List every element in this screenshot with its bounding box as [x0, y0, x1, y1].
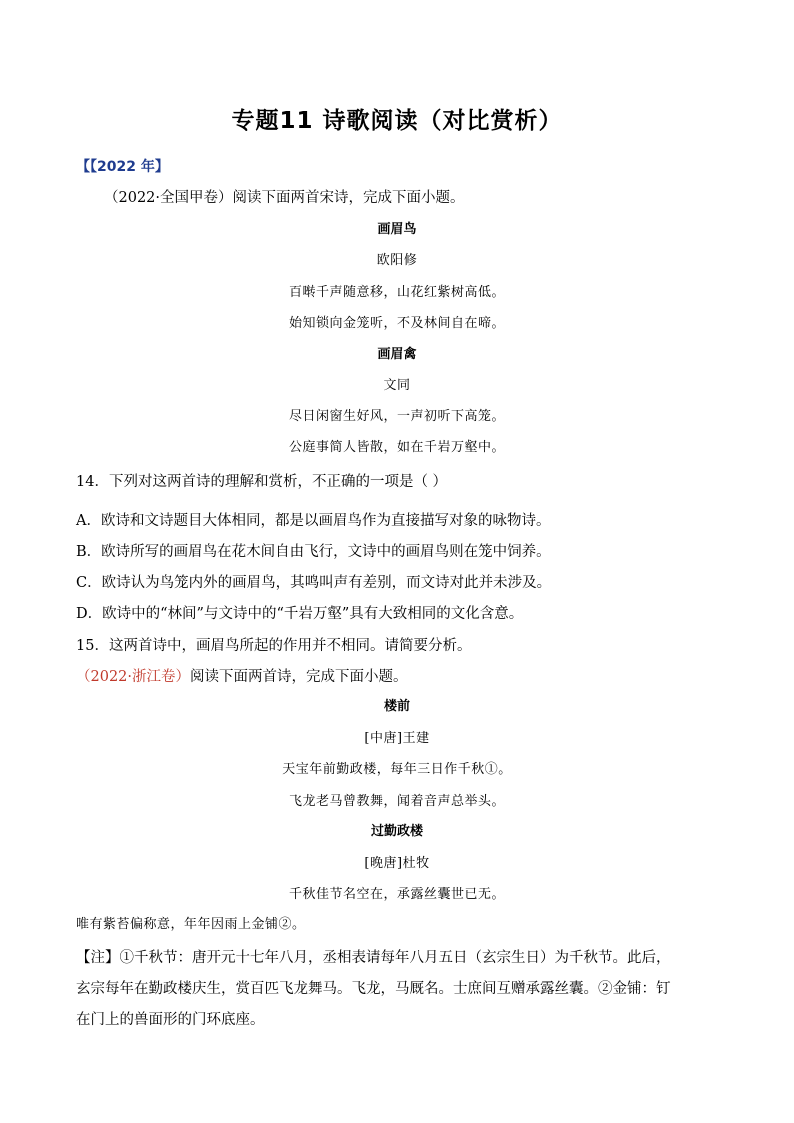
poem2-line: 尽日闲窗生好风，一声初听下高笼。: [288, 409, 505, 424]
poem3-author: [中唐]王建: [364, 731, 430, 746]
note-line: 玄宗每年在勤政楼庆生，赏百匹飞龙舞马。飞龙，马厩名。士庶间互赠承露丝囊。②金铺：钉: [76, 981, 671, 997]
section2-intro: 阅读下面两首诗，完成下面小题。: [190, 669, 408, 685]
poem2-author: 文同: [383, 378, 411, 393]
poem4-line: 唯有紫苔偏称意，年年因雨上金铺②。: [76, 917, 306, 932]
note-line: 在门上的兽面形的门环底座。: [76, 1012, 265, 1028]
option-c: C．欧诗认为鸟笼内外的画眉鸟，其鸣叫声有差别，而文诗对此并未涉及。: [76, 575, 552, 591]
poem4-author: [晚唐]杜牧: [364, 856, 430, 871]
year-heading: 【【2022 年】: [76, 159, 169, 175]
poem2-title: 画眉禽: [377, 347, 417, 362]
poem4-line: 千秋佳节名空在，承露丝囊世已无。: [288, 887, 505, 902]
section2-intro-line: [76, 665, 408, 686]
section2-source: （2022·浙江卷）: [76, 669, 191, 685]
poem1-line: 百啭千声随意移，山花红紫树高低。: [288, 285, 505, 300]
poem3-line: 飞龙老马曾教舞，闻着音声总举头。: [288, 794, 505, 809]
poem2-line: 公庭事简人皆散，如在千岩万壑中。: [288, 440, 505, 455]
poem1-line: 始知锁向金笼听，不及林间自在啼。: [288, 316, 505, 331]
poem1-title: 画眉鸟: [377, 222, 417, 237]
option-b: B．欧诗所写的画眉鸟在花木间自由飞行，文诗中的画眉鸟则在笼中饲养。: [76, 544, 551, 560]
question-14: 14．下列对这两首诗的理解和赏析，不正确的一项是（ ）: [76, 474, 448, 490]
poem1-author: 欧阳修: [376, 253, 418, 268]
note-line: 【注】①千秋节：唐开元十七年八月，丞相表请每年八月五日（玄宗生日）为千秋节。此后，: [76, 950, 671, 966]
poem4-title: 过勤政楼: [370, 824, 423, 839]
option-d: D．欧诗中的“林间”与文诗中的“千岩万壑”具有大致相同的文化含意。: [76, 606, 524, 622]
poem3-line: 天宝年前勤政楼，每年三日作千秋①。: [282, 762, 512, 777]
question-15: 15．这两首诗中，画眉鸟所起的作用并不相同。请简要分析。: [76, 638, 472, 654]
page-title: 专题11 诗歌阅读（对比赏析）: [231, 108, 563, 134]
poem3-title: 楼前: [383, 699, 410, 714]
option-a: A．欧诗和文诗题目大体相同，都是以画眉鸟作为直接描写对象的咏物诗。: [76, 513, 551, 529]
section1-intro: （2022·全国甲卷）阅读下面两首宋诗，完成下面小题。: [104, 190, 465, 206]
